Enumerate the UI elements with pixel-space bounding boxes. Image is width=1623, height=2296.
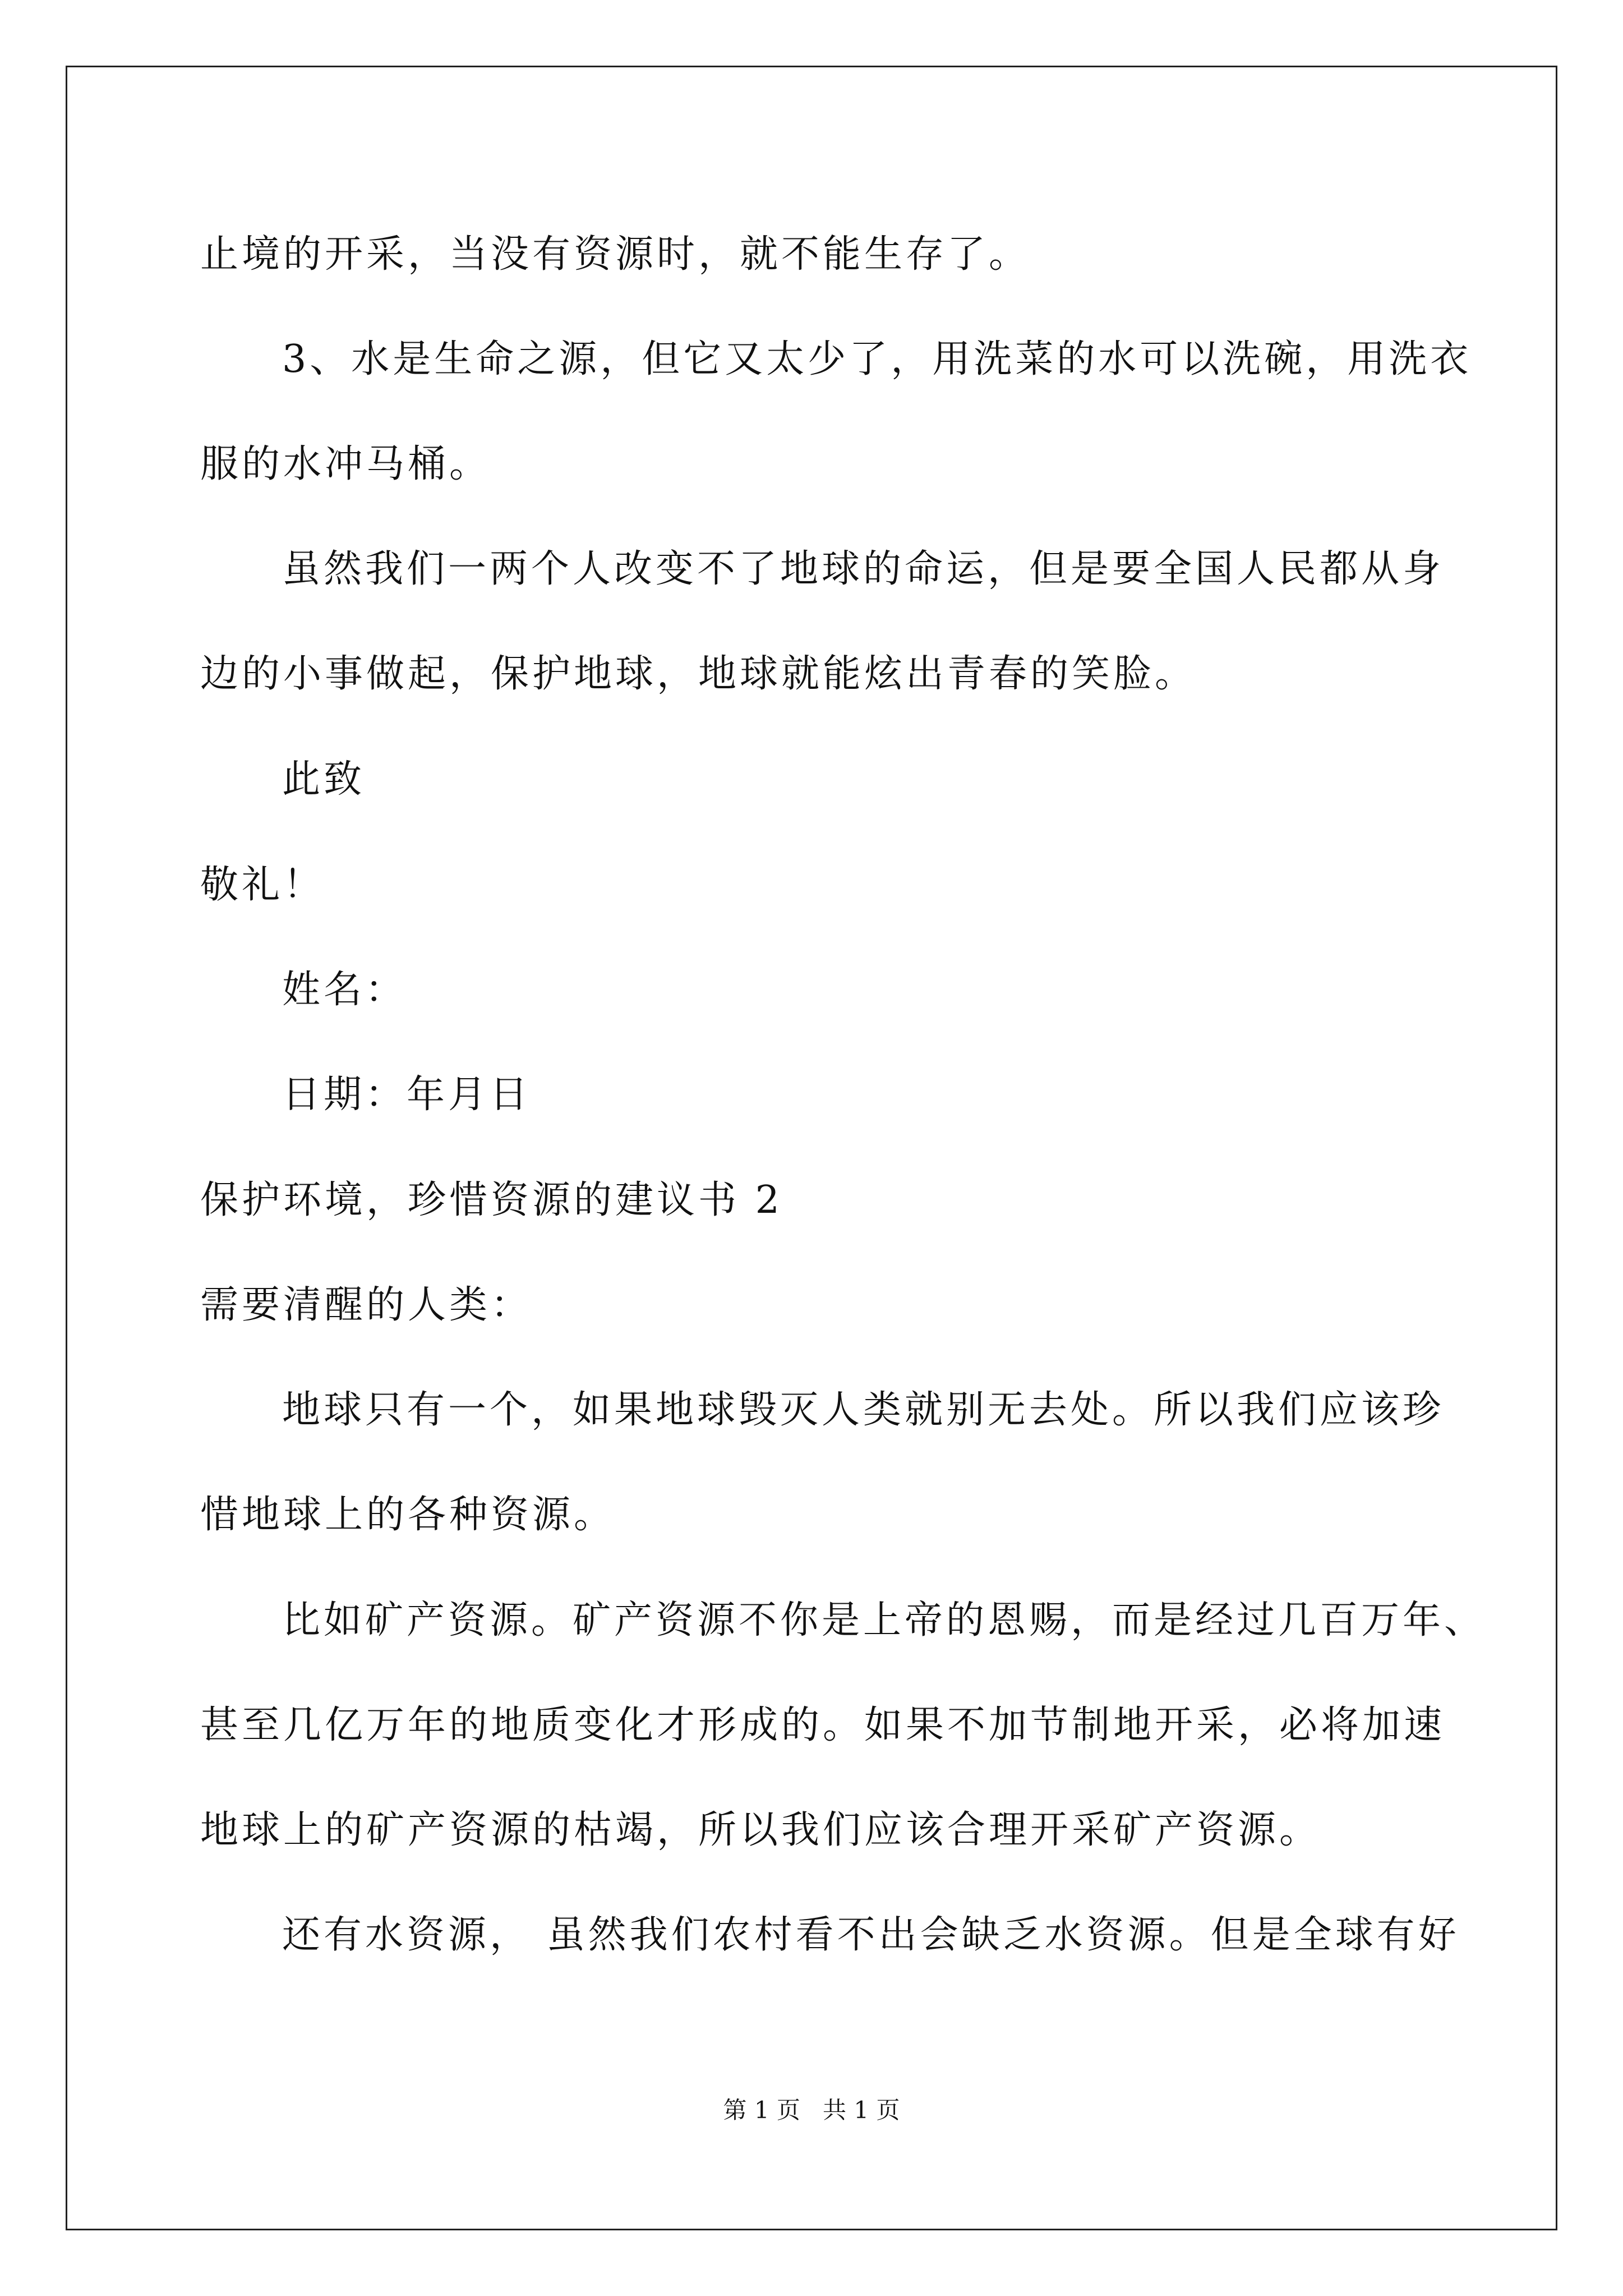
text-line-5: 边的小事做起，保护地球，地球就能炫出青春的笑脸。	[200, 652, 1197, 696]
page-border	[66, 66, 1557, 2230]
section-title: 保护环境，珍惜资源的建议书 2	[200, 1178, 783, 1222]
text-line-13: 惜地球上的各种资源。	[200, 1493, 616, 1537]
salutation-closing: 此致	[282, 757, 366, 802]
salutation-regards: 敬礼！	[200, 863, 325, 907]
text-line-4: 虽然我们一两个人改变不了地球的命运，但是要全国人民都从身	[282, 547, 1445, 591]
greeting: 需要清醒的人类：	[200, 1283, 533, 1327]
text-line-2: 3、水是生命之源，但它又太少了，用洗菜的水可以洗碗，用洗衣	[282, 337, 1472, 381]
text-line-16: 地球上的矿产资源的枯竭，所以我们应该合理开采矿产资源。	[200, 1808, 1321, 1852]
signature-name: 姓名：	[282, 968, 407, 1012]
text-line-1: 止境的开采，当没有资源时，就不能生存了。	[200, 232, 1031, 277]
page-footer: 第 1 页 共 1 页	[723, 2096, 900, 2124]
text-line-14: 比如矿产资源。矿产资源不你是上帝的恩赐，而是经过几百万年、	[282, 1598, 1486, 1642]
text-line-17: 还有水资源， 虽然我们农村看不出会缺乏水资源。但是全球有好	[282, 1913, 1460, 1957]
text-line-3: 服的水冲马桶。	[200, 442, 491, 486]
signature-date: 日期：年月日	[282, 1073, 532, 1117]
text-line-15: 甚至几亿万年的地质变化才形成的。如果不加节制地开采，必将加速	[200, 1703, 1446, 1747]
text-line-12: 地球只有一个，如果地球毁灭人类就别无去处。所以我们应该珍	[282, 1388, 1445, 1432]
